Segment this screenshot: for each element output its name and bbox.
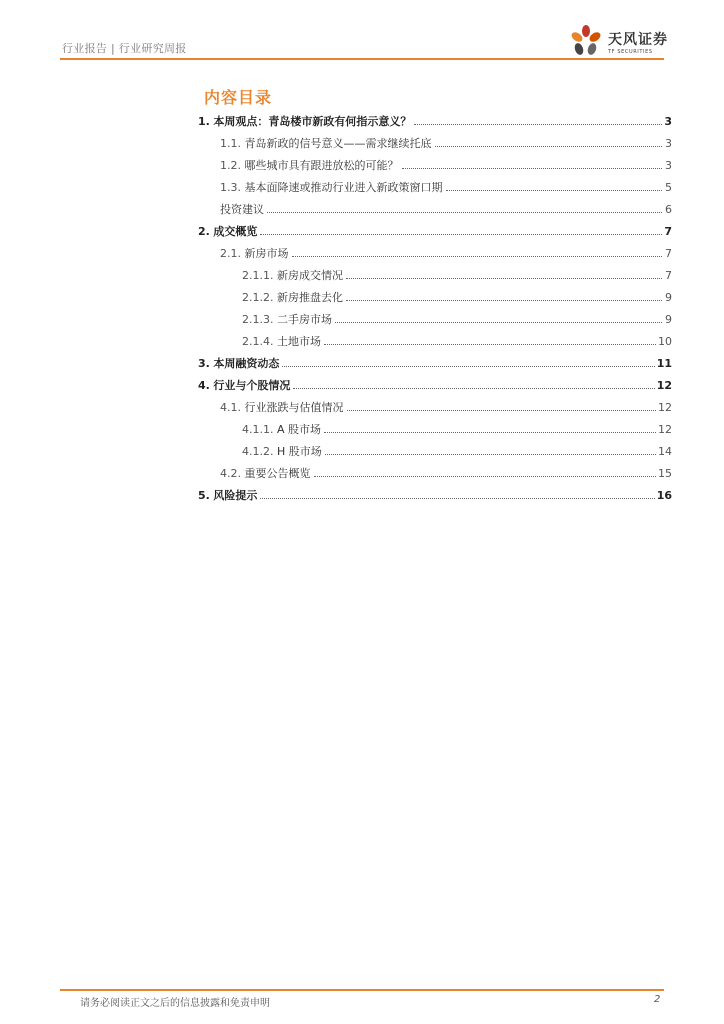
page-number: 2	[654, 994, 661, 1005]
toc-leader-dots	[267, 211, 662, 213]
toc-entry-page: 12	[656, 378, 672, 392]
toc-entry[interactable]	[198, 352, 672, 374]
toc-entry-number: 1.3.	[220, 180, 241, 194]
toc-leader-dots	[260, 233, 662, 235]
toc-entry-number: 1.	[198, 114, 210, 128]
toc-entry[interactable]	[198, 462, 672, 484]
toc-entry-title: H 股市场	[277, 444, 322, 458]
toc-leader-dots	[260, 497, 654, 499]
toc-title: 内容目录	[204, 88, 273, 107]
toc-entry[interactable]	[198, 220, 672, 242]
toc-leader-dots	[314, 475, 657, 477]
toc-entry-page: 11	[656, 356, 672, 370]
toc-entry[interactable]	[198, 418, 672, 440]
toc-entry-title: A 股市场	[277, 422, 322, 436]
toc-leader-dots	[414, 123, 662, 125]
toc-leader-dots	[346, 277, 662, 279]
toc-leader-dots	[335, 321, 662, 323]
toc-entry-page: 12	[658, 400, 672, 414]
toc-entry-page: 3	[664, 114, 672, 128]
footer-disclaimer: 请务必阅读正文之后的信息披露和免责申明	[80, 998, 270, 1009]
toc-entry-number: 4.1.2.	[242, 444, 274, 458]
toc-entry[interactable]	[198, 176, 672, 198]
toc-entry-page: 15	[658, 466, 672, 480]
toc-entry-page: 16	[656, 488, 672, 502]
toc-entry[interactable]	[198, 396, 672, 418]
header-divider	[60, 58, 664, 60]
toc-entry-title: 成交概览	[213, 224, 258, 238]
toc-entry[interactable]	[198, 198, 672, 220]
toc-entry-page: 9	[665, 290, 672, 304]
company-logo	[568, 24, 678, 58]
toc-entry-title: 新房推盘去化	[277, 290, 343, 304]
toc-entry-page: 6	[665, 202, 672, 216]
toc-leader-dots	[292, 255, 663, 257]
toc-entry-number: 4.2.	[220, 466, 241, 480]
toc-entry-page: 12	[658, 422, 672, 436]
toc-entry[interactable]	[198, 154, 672, 176]
toc-entry-title: 基本面降速或推动行业进入新政策窗口期	[244, 180, 443, 194]
toc-entry[interactable]	[198, 110, 672, 132]
toc-leader-dots	[324, 431, 656, 433]
toc-entry-number: 1.1.	[220, 136, 241, 150]
toc-entry-title: 二手房市场	[277, 312, 332, 326]
toc-entry-number: 2.1.	[220, 246, 241, 260]
toc-entry[interactable]	[198, 330, 672, 352]
toc-entry-title: 行业涨跌与估值情况	[244, 400, 344, 414]
toc-leader-dots	[282, 365, 654, 367]
toc-entry-title: 哪些城市具有跟进放松的可能？	[244, 158, 399, 172]
toc-entry[interactable]	[198, 484, 672, 506]
toc-entry[interactable]	[198, 308, 672, 330]
toc-entry-number: 4.	[198, 378, 210, 392]
toc-entry-number: 1.2.	[220, 158, 241, 172]
toc-leader-dots	[324, 343, 656, 345]
toc-entry-number: 5.	[198, 488, 210, 502]
toc-entry-page: 3	[665, 158, 672, 172]
toc-entry-number: 4.1.	[220, 400, 241, 414]
toc-entry-title: 新房市场	[244, 246, 289, 260]
toc-entry-title: 本周融资动态	[213, 356, 280, 370]
toc-entry[interactable]	[198, 286, 672, 308]
toc-entry-title: 本周观点：青岛楼市新政有何指示意义？	[213, 114, 412, 128]
company-name: 天风证券	[608, 32, 668, 48]
toc-entry-title: 重要公告概览	[244, 466, 311, 480]
table-of-contents	[198, 110, 672, 506]
report-type-label: 行业报告 | 行业研究周报	[62, 42, 187, 55]
toc-entry-number: 3.	[198, 356, 210, 370]
toc-entry-title: 土地市场	[277, 334, 321, 348]
toc-entry[interactable]	[198, 132, 672, 154]
toc-leader-dots	[435, 145, 663, 147]
toc-leader-dots	[347, 409, 657, 411]
company-subtitle: TF SECURITIES	[608, 49, 653, 55]
toc-entry[interactable]	[198, 374, 672, 396]
petal-logo-icon	[568, 24, 604, 58]
toc-entry-number: 2.1.2.	[242, 290, 274, 304]
toc-entry-page: 7	[664, 224, 672, 238]
toc-entry-title: 风险提示	[213, 488, 258, 502]
toc-entry-title: 新房成交情况	[277, 268, 343, 282]
toc-leader-dots	[402, 167, 663, 169]
toc-entry[interactable]	[198, 264, 672, 286]
toc-entry[interactable]	[198, 440, 672, 462]
toc-entry-page: 9	[665, 312, 672, 326]
toc-entry-number: 2.1.3.	[242, 312, 274, 326]
toc-entry-page: 10	[658, 334, 672, 348]
toc-entry-page: 3	[665, 136, 672, 150]
toc-leader-dots	[293, 387, 654, 389]
toc-entry-number: 2.1.1.	[242, 268, 274, 282]
toc-entry-title: 青岛新政的信号意义——需求继续托底	[244, 136, 432, 150]
toc-entry-page: 7	[665, 246, 672, 260]
toc-entry-number: 2.1.4.	[242, 334, 274, 348]
toc-entry-page: 14	[658, 444, 672, 458]
toc-leader-dots	[446, 189, 663, 191]
toc-entry[interactable]	[198, 242, 672, 264]
toc-leader-dots	[346, 299, 662, 301]
toc-entry-title: 投资建议	[220, 202, 264, 216]
toc-entry-number: 4.1.1.	[242, 422, 274, 436]
toc-entry-page: 5	[665, 180, 672, 194]
toc-entry-page: 7	[665, 268, 672, 282]
toc-entry-title: 行业与个股情况	[213, 378, 291, 392]
toc-entry-number: 2.	[198, 224, 210, 238]
footer-divider	[60, 989, 664, 991]
toc-leader-dots	[325, 453, 656, 455]
